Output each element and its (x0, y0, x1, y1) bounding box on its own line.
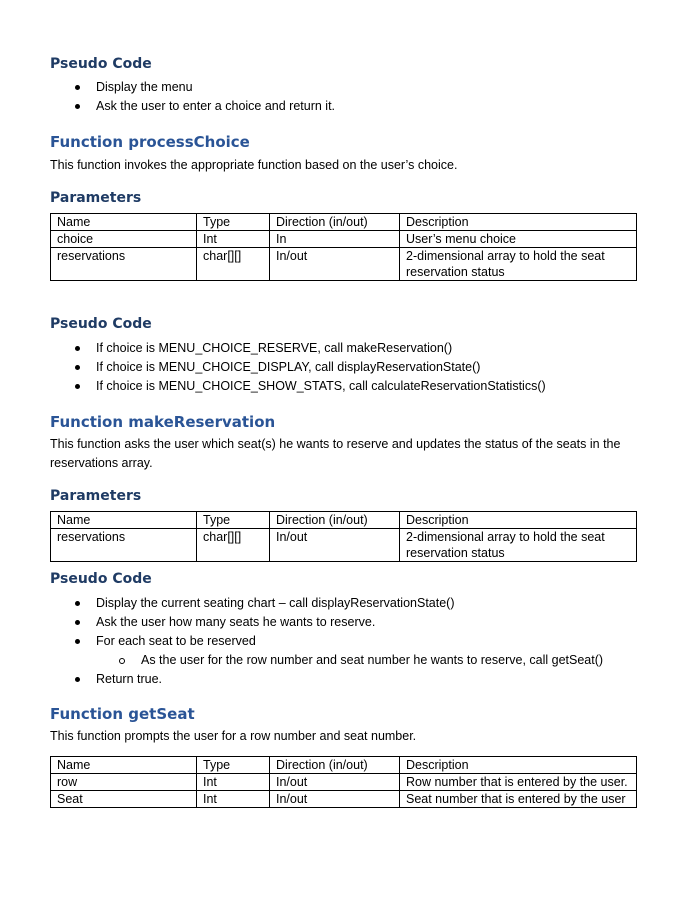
header-direction: Direction (in/out) (270, 757, 400, 774)
header-direction: Direction (in/out) (270, 512, 400, 529)
make-reservation-params-table (50, 511, 637, 562)
cell: choice (51, 231, 197, 248)
table-row (51, 529, 637, 562)
process-choice-title: Function processChoice (50, 133, 250, 151)
cell: 2-dimensional array to hold the seat reservation status (400, 248, 637, 281)
cell: row (51, 774, 197, 791)
list-item: Ask the user how many seats he wants to reserve. (50, 613, 603, 632)
table-row (51, 231, 637, 248)
process-choice-params-table (50, 213, 637, 281)
cell: In/out (270, 774, 400, 791)
header-description: Description (400, 757, 637, 774)
cell: User’s menu choice (400, 231, 637, 248)
cell: reservations (51, 248, 197, 281)
list-item: If choice is MENU_CHOICE_DISPLAY, call displayReservationState() (50, 358, 546, 377)
cell: In/out (270, 529, 400, 562)
cell: Int (197, 231, 270, 248)
process-choice-pseudo-heading: Pseudo Code (50, 316, 152, 332)
cell: Seat (51, 791, 197, 808)
get-seat-title: Function getSeat (50, 705, 195, 723)
cell: In/out (270, 791, 400, 808)
table-header-row (51, 214, 637, 231)
table-row (51, 774, 637, 791)
list-item: Display the current seating chart – call displayReservationState() (50, 594, 603, 613)
make-reservation-params-heading: Parameters (50, 488, 142, 504)
list-item: If choice is MENU_CHOICE_RESERVE, call makeReservation() (50, 339, 546, 358)
cell: char[][] (197, 529, 270, 562)
table-row (51, 248, 637, 281)
list-item: If choice is MENU_CHOICE_SHOW_STATS, call calculateReservationStatistics() (50, 377, 546, 396)
header-name: Name (51, 757, 197, 774)
cell: Int (197, 791, 270, 808)
table-header-row (51, 757, 637, 774)
table-header-row (51, 512, 637, 529)
cell: 2-dimensional array to hold the seat reservation status (400, 529, 637, 562)
pseudo-code-list-1 (50, 78, 335, 116)
header-direction: Direction (in/out) (270, 214, 400, 231)
list-item: Return true. (50, 670, 603, 689)
make-reservation-description: This function asks the user which seat(s) he wants to reserve and updates the status of the seats in the reservations array. (50, 437, 621, 470)
cell: Seat number that is entered by the user (400, 791, 637, 808)
sub-list-item: As the user for the row number and seat number he wants to reserve, call getSeat() (50, 651, 603, 670)
list-item: Ask the user to enter a choice and return it. (50, 97, 335, 116)
header-type: Type (197, 214, 270, 231)
cell: Int (197, 774, 270, 791)
header-description: Description (400, 214, 637, 231)
make-reservation-pseudo-heading: Pseudo Code (50, 571, 152, 587)
header-type: Type (197, 512, 270, 529)
cell: In/out (270, 248, 400, 281)
process-choice-description: This function invokes the appropriate function based on the user’s choice. (50, 158, 458, 172)
make-reservation-pseudo-list (50, 594, 603, 689)
process-choice-params-heading: Parameters (50, 190, 142, 206)
cell: reservations (51, 529, 197, 562)
header-description: Description (400, 512, 637, 529)
get-seat-description: This function prompts the user for a row number and seat number. (50, 729, 417, 743)
get-seat-params-table (50, 756, 637, 808)
cell: char[][] (197, 248, 270, 281)
pseudo-code-heading-1: Pseudo Code (50, 56, 152, 72)
header-name: Name (51, 512, 197, 529)
list-item: For each seat to be reserved (50, 632, 603, 651)
cell: Row number that is entered by the user. (400, 774, 637, 791)
process-choice-pseudo-list (50, 339, 546, 396)
header-type: Type (197, 757, 270, 774)
header-name: Name (51, 214, 197, 231)
make-reservation-title: Function makeReservation (50, 413, 276, 431)
cell: In (270, 231, 400, 248)
list-item: Display the menu (50, 78, 335, 97)
table-row (51, 791, 637, 808)
